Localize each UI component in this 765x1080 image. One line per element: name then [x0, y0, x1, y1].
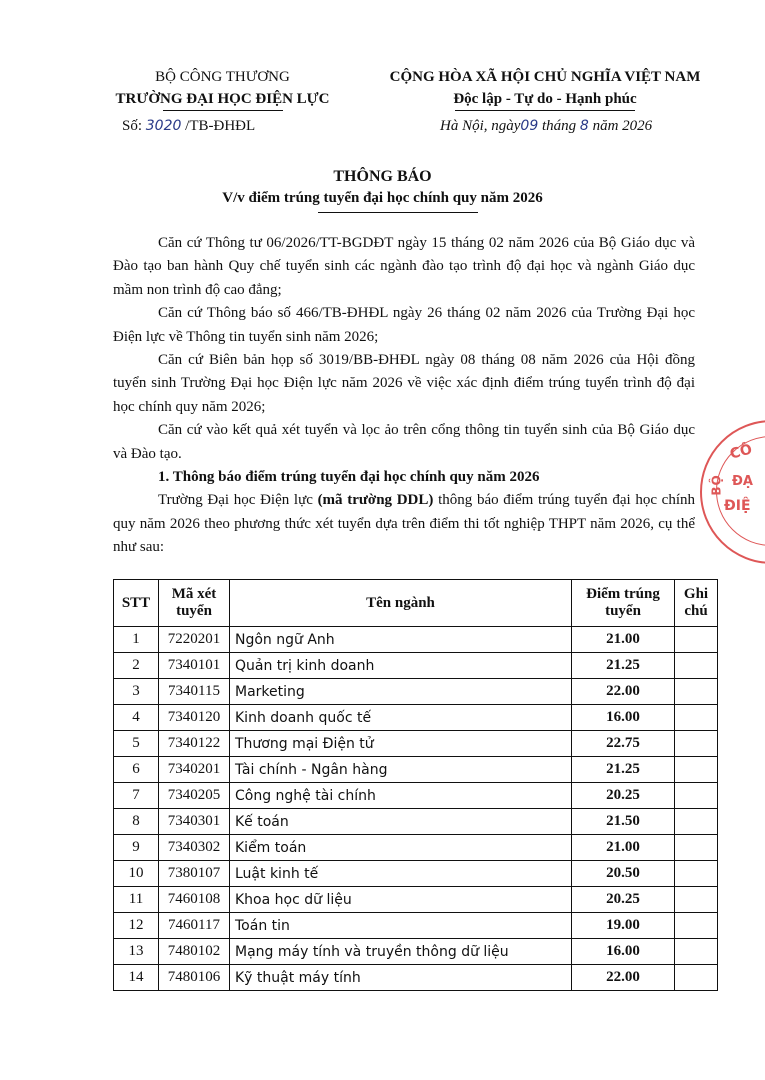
- row-stt: 11: [114, 887, 159, 913]
- table-body: [114, 627, 718, 991]
- paragraph: Căn cứ Thông tư 06/2026/TT-BGDĐT ngày 15 tháng 02 năm 2026 của Bộ Giáo dục và Đào tạo ban hành Quy chế tuyển sinh các ngành đào tạo trình độ đại học và ngành Giáo dục mầm non trình độ cao đẳng;: [113, 235, 695, 298]
- row-major: Mạng máy tính và truyền thông dữ liệu: [230, 939, 572, 965]
- table-row: [114, 887, 718, 913]
- header-stt: STT: [114, 580, 159, 627]
- row-stt: 6: [114, 757, 159, 783]
- admission-score-table: [113, 579, 718, 991]
- date-suffix: năm 2026: [588, 118, 653, 134]
- university-name: TRƯỜNG ĐẠI HỌC ĐIỆN LỰC: [115, 91, 330, 107]
- row-code: 7340205: [159, 783, 230, 809]
- row-major: Kế toán: [230, 809, 572, 835]
- header-score: Điểm trúng tuyển: [572, 580, 675, 627]
- row-score: 22.00: [572, 679, 675, 705]
- table-row: [114, 835, 718, 861]
- row-major: Ngôn ngữ Anh: [230, 627, 572, 653]
- row-major: Toán tin: [230, 913, 572, 939]
- row-score: 21.25: [572, 757, 675, 783]
- ministry-name: BỘ CÔNG THƯƠNG: [155, 69, 290, 85]
- row-score: 16.00: [572, 939, 675, 965]
- row-note: [675, 887, 718, 913]
- row-code: 7340302: [159, 835, 230, 861]
- doc-number-prefix: Số:: [122, 118, 143, 134]
- header-left: [100, 66, 345, 111]
- row-note: [675, 653, 718, 679]
- table-row: [114, 965, 718, 991]
- row-code: 7220201: [159, 627, 230, 653]
- row-code: 7340122: [159, 731, 230, 757]
- date-day-handwritten: 09: [520, 118, 539, 134]
- section-text-b: thông báo điểm trúng tuyển đại học chính quy năm 2026 theo phương thức xét tuyển dựa trên điểm thi tốt nghiệp THPT năm 2026, cụ thể như sau:: [113, 492, 696, 556]
- school-code: (mã trường DDL): [317, 492, 434, 509]
- table-row: [114, 861, 718, 887]
- row-code: 7340101: [159, 653, 230, 679]
- row-score: 20.25: [572, 783, 675, 809]
- row-major: Tài chính - Ngân hàng: [230, 757, 572, 783]
- table-row: [114, 653, 718, 679]
- row-stt: 10: [114, 861, 159, 887]
- table-row: [114, 731, 718, 757]
- row-stt: 7: [114, 783, 159, 809]
- header-note: Ghi chú: [675, 580, 718, 627]
- row-major: Kiểm toán: [230, 835, 572, 861]
- row-note: [675, 627, 718, 653]
- header-code: Mã xét tuyển: [159, 580, 230, 627]
- row-note: [675, 965, 718, 991]
- row-stt: 5: [114, 731, 159, 757]
- table-row: [114, 757, 718, 783]
- document-subject: V/v điểm trúng tuyển đại học chính quy năm 2026: [222, 190, 543, 206]
- section-heading: 1. Thông báo điểm trúng tuyển đại học chính quy năm 2026: [158, 469, 540, 486]
- date-mid: tháng: [538, 118, 580, 134]
- paragraph: Căn cứ Biên bản họp số 3019/BB-ĐHĐL ngày 08 tháng 08 năm 2026 của Hội đồng tuyển sinh Trường Đại học Điện lực năm 2026 về việc xác định điểm trúng tuyển trình độ đại học chính quy năm 2026;: [113, 352, 695, 415]
- row-score: 21.00: [572, 627, 675, 653]
- row-major: Luật kinh tế: [230, 861, 572, 887]
- row-code: 7460117: [159, 913, 230, 939]
- section-text-a: Trường Đại học Điện lực: [158, 492, 318, 509]
- table-row: [114, 705, 718, 731]
- table-row: [114, 627, 718, 653]
- motto: Độc lập - Tự do - Hạnh phúc: [453, 91, 637, 107]
- row-note: [675, 705, 718, 731]
- table-row: [114, 679, 718, 705]
- row-major: Quản trị kinh doanh: [230, 653, 572, 679]
- row-score: 21.25: [572, 653, 675, 679]
- row-note: [675, 757, 718, 783]
- row-score: 19.00: [572, 913, 675, 939]
- row-code: 7480102: [159, 939, 230, 965]
- row-score: 21.00: [572, 835, 675, 861]
- row-note: [675, 679, 718, 705]
- seal-text: ĐIỆ: [724, 498, 751, 514]
- table-row: [114, 939, 718, 965]
- row-major: Công nghệ tài chính: [230, 783, 572, 809]
- date-prefix: Hà Nội, ngày: [440, 118, 521, 134]
- header-right: [360, 66, 730, 111]
- row-code: 7380107: [159, 861, 230, 887]
- table-row: [114, 913, 718, 939]
- row-code: 7340201: [159, 757, 230, 783]
- row-major: Thương mại Điện tử: [230, 731, 572, 757]
- row-code: 7340120: [159, 705, 230, 731]
- row-major: Marketing: [230, 679, 572, 705]
- document-body: [113, 232, 695, 560]
- row-stt: 12: [114, 913, 159, 939]
- row-score: 21.50: [572, 809, 675, 835]
- table-header-row: [114, 580, 718, 627]
- row-note: [675, 939, 718, 965]
- official-seal-stamp: [700, 420, 765, 564]
- seal-text: CÔ: [728, 441, 754, 463]
- row-note: [675, 861, 718, 887]
- date-month-handwritten: 8: [579, 118, 589, 134]
- section-paragraph: [113, 489, 695, 559]
- nation-name: CỘNG HÒA XÃ HỘI CHỦ NGHĨA VIỆT NAM: [389, 69, 701, 85]
- row-note: [675, 835, 718, 861]
- row-stt: 13: [114, 939, 159, 965]
- row-score: 20.50: [572, 861, 675, 887]
- row-major: Khoa học dữ liệu: [230, 887, 572, 913]
- subject-underline: [318, 212, 478, 213]
- table-row: [114, 783, 718, 809]
- seal-text: BỘ: [709, 474, 724, 496]
- row-stt: 1: [114, 627, 159, 653]
- row-stt: 4: [114, 705, 159, 731]
- row-code: 7340301: [159, 809, 230, 835]
- row-major: Kinh doanh quốc tế: [230, 705, 572, 731]
- document-title: THÔNG BÁO: [333, 168, 432, 185]
- row-code: 7480106: [159, 965, 230, 991]
- row-stt: 3: [114, 679, 159, 705]
- row-code: 7460108: [159, 887, 230, 913]
- row-stt: 2: [114, 653, 159, 679]
- row-score: 22.75: [572, 731, 675, 757]
- row-note: [675, 783, 718, 809]
- row-note: [675, 809, 718, 835]
- row-score: 20.25: [572, 887, 675, 913]
- doc-number-handwritten: 3020: [145, 118, 182, 134]
- header-left-underline: [163, 110, 283, 111]
- row-stt: 8: [114, 809, 159, 835]
- doc-number-suffix: /TB-ĐHĐL: [185, 118, 256, 134]
- seal-text: ĐẠ: [732, 474, 753, 489]
- table-row: [114, 809, 718, 835]
- row-score: 16.00: [572, 705, 675, 731]
- paragraph: Căn cứ Thông báo số 466/TB-ĐHĐL ngày 26 tháng 02 năm 2026 của Trường Đại học Điện lực về Thông tin tuyển sinh năm 2026;: [113, 305, 695, 345]
- header-right-underline: [455, 110, 635, 111]
- date-line: [440, 118, 652, 135]
- row-stt: 14: [114, 965, 159, 991]
- row-note: [675, 913, 718, 939]
- paragraph: Căn cứ vào kết quả xét tuyển và lọc ảo trên cổng thông tin tuyển sinh của Bộ Giáo dục và Đào tạo.: [113, 422, 695, 462]
- document-number: [122, 118, 255, 135]
- row-stt: 9: [114, 835, 159, 861]
- header-major: Tên ngành: [230, 580, 572, 627]
- row-major: Kỹ thuật máy tính: [230, 965, 572, 991]
- row-score: 22.00: [572, 965, 675, 991]
- row-code: 7340115: [159, 679, 230, 705]
- row-note: [675, 731, 718, 757]
